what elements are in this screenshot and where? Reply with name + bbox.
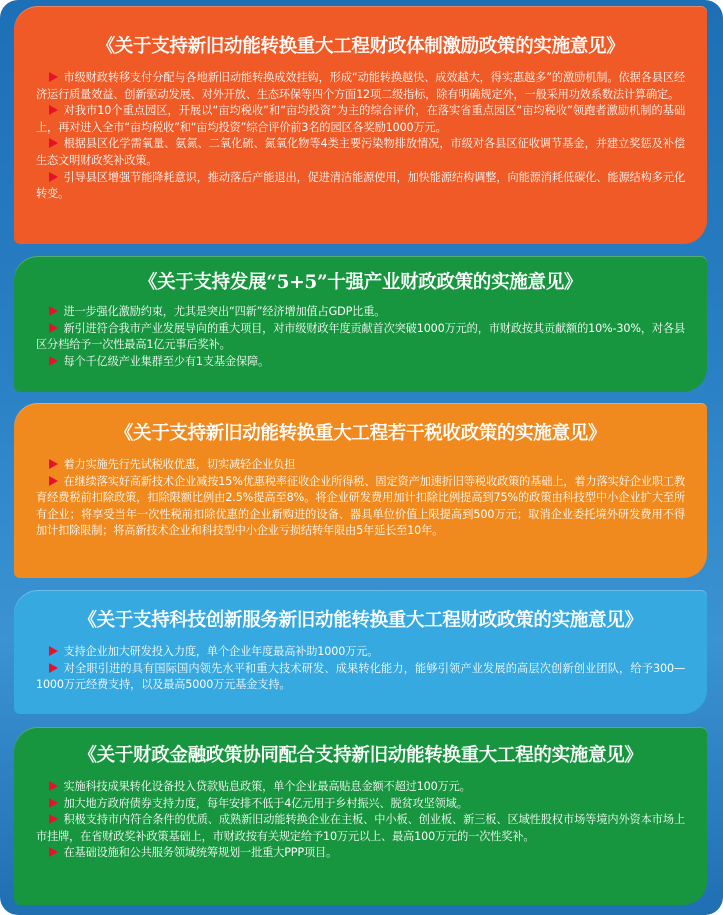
policy-panel-5: [14, 727, 707, 905]
policy-item: 进一步强化激励约束，尤其是突出“四新”经济增加值占GDP比重。: [36, 304, 685, 321]
policy-item: 加大地方政府债券支持力度，每年安排不低于4亿元用于乡村振兴、脱贫攻坚领域。: [36, 796, 685, 813]
bullet-triangle-icon: [49, 663, 58, 673]
policy-item: 在继续落实好高新技术企业减按15%优惠税率征收企业所得税、固定资产加速折旧等税收政策的基础上，着力落实好企业职工教育经费税前扣除政策，扣除限额比例由2.5%提高至8%。将企业研发费用加计扣除比例提高到75%的政策由科技型中小企业扩大至所有企业；将享受当年一次性税前扣除优惠的企业新购进的设备、器具单位价值上限提高到500万元；取消企业委托境外研发费用不得加计扣除限制；将高新技术企业和科技型中小企业亏损结转年限由5年延长至10年。: [36, 474, 685, 538]
bullet-triangle-icon: [49, 138, 58, 148]
policy-panel-1: [14, 6, 707, 244]
bullet-triangle-icon: [49, 323, 58, 333]
policy-body: [36, 779, 685, 862]
bullet-triangle-icon: [49, 172, 58, 182]
policy-item: 根据县区化学需氧量、氨氮、二氧化硫、氮氧化物等4类主要污染物排放情况，市级对各县区征收调节基金，并建立奖惩及补偿生态文明财政奖补政策。: [36, 137, 685, 167]
policy-item: 在基础设施和公共服务领域统筹规划一批重大PPP项目。: [36, 845, 685, 862]
bullet-triangle-icon: [49, 356, 58, 366]
bullet-triangle-icon: [49, 781, 58, 791]
bullet-triangle-icon: [49, 459, 58, 469]
policy-item: 实施科技成果转化设备投入贷款贴息政策，单个企业最高贴息金额不超过100万元。: [36, 779, 685, 796]
policy-body: [36, 304, 685, 370]
policy-title: 《关于支持新旧动能转换重大工程财政体制激励政策的实施意见》: [96, 36, 625, 57]
policy-panel-3: [14, 403, 707, 578]
bullet-triangle-icon: [49, 847, 58, 857]
policy-item: 引导县区增强节能降耗意识，推动落后产能退出，促进清洁能源使用，加快能源结构调整，向能源消耗低碳化、能源结构多元化转变。: [36, 170, 685, 201]
policy-body: [36, 644, 685, 694]
policy-title: 《关于支持科技创新服务新旧动能转换重大工程财政政策的实施意见》: [78, 610, 643, 631]
policy-body: [36, 70, 685, 203]
bullet-triangle-icon: [49, 72, 58, 82]
policy-title: 《关于支持新旧动能转换重大工程若干税收政策的实施意见》: [114, 423, 607, 444]
policy-item: 每个千亿级产业集群至少有1支基金保障。: [36, 354, 685, 371]
policy-body: [36, 457, 685, 540]
policy-item: 着力实施先行先试税收优惠，切实减轻企业负担: [36, 457, 685, 474]
bullet-triangle-icon: [49, 105, 58, 115]
bullet-triangle-icon: [49, 306, 58, 316]
policy-item: 对我市10个重点园区，开展以“亩均税收”和“亩均投资”为主的综合评价，在落实省重点园区“亩均税收”领跑者激励机制的基础上，再对进入全市“亩均税收”和“亩均投资”综合评价前3名的园区各奖励1000万元。: [36, 104, 685, 134]
policy-panel-4: [14, 590, 707, 714]
bullet-triangle-icon: [49, 798, 58, 808]
bullet-triangle-icon: [49, 814, 58, 824]
policy-item: 新引进符合我市产业发展导向的重大项目，对市级财政年度贡献首次突破1000万元的，市财政按其贡献额的10%-30%，对各县区分档给予一次性最高1亿元事后奖补。: [36, 321, 685, 352]
bullet-triangle-icon: [49, 476, 58, 486]
policy-title: 《关于支持发展“5+5”十强产业财政政策的实施意见》: [138, 272, 583, 293]
policy-title: 《关于财政金融政策协同配合支持新旧动能转换重大工程的实施意见》: [78, 745, 643, 766]
policy-panel-2: [14, 256, 707, 392]
policy-item: 支持企业加大研发投入力度，单个企业年度最高补助1000万元。: [36, 644, 685, 661]
bullet-triangle-icon: [49, 646, 58, 656]
policy-item: 市级财政转移支付分配与各地新旧动能转换成效挂钩，形成“动能转换越快、成效越大，得实惠越多”的激励机制。依据各县区经济运行质量效益、创新驱动发展、对外开放、生态环保等四个方面12项二级指标，除有明确规定外，一般采用功效系数法计算确定。: [36, 71, 685, 101]
policy-item: 对全职引进的具有国际国内领先水平和重大技术研发、成果转化能力，能够引领产业发展的高层次创新创业团队，给予300—1000万元经费支持，以及最高5000万元基金支持。: [36, 661, 685, 692]
policy-item: 积极支持市内符合条件的优质、成熟新旧动能转换企业在主板、中小板、创业板、新三板、区域性股权市场等境内外资本市场上市挂牌，在省财政奖补政策基础上，市财政按有关规定给予10万元以上、最高100万元的一次性奖补。: [36, 813, 685, 843]
